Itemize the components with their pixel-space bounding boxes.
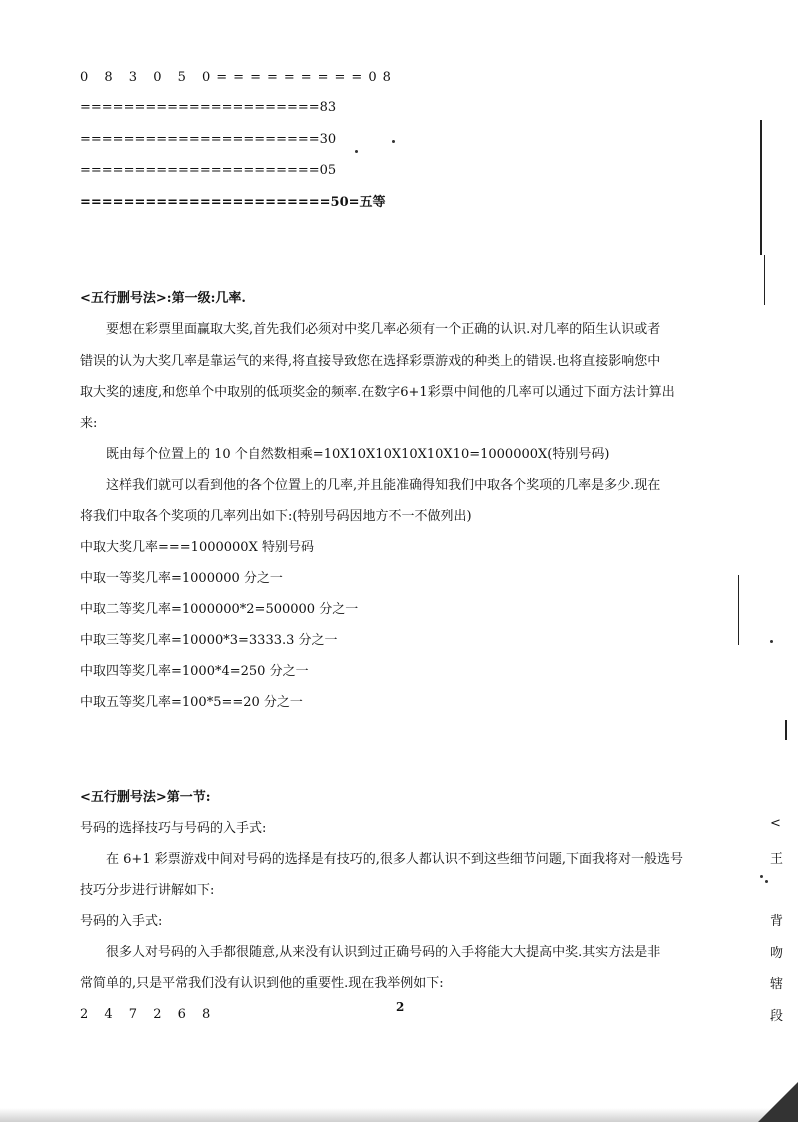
section2-subheading: 号码的选择技巧与号码的入手式:	[80, 821, 267, 836]
number-line-2: ======================83	[80, 100, 337, 115]
scan-speck	[355, 150, 358, 153]
odds-line: 中取四等奖几率=1000*4=250 分之一	[80, 664, 309, 679]
section1-formula: 既由每个位置上的 10 个自然数相乘=10X10X10X10X10X10=1000000X(特别号码)	[106, 447, 610, 462]
section2-para2-line1: 很多人对号码的入手都很随意,从来没有认识到过正确号码的入手将能大大提高中奖.其实方法是非	[106, 945, 661, 960]
section1-para2-line2: 将我们中取各个奖项的几率列出如下:(特别号码因地方不一不做列出)	[80, 509, 472, 524]
section1-para1-line3: 取大奖的速度,和您单个中取别的低项奖金的频率.在数字6+1彩票中间他的几率可以通过下面方法计算出	[80, 385, 675, 400]
scan-mark	[738, 575, 739, 645]
number-line-3: ======================30	[80, 132, 337, 147]
section2-heading: <五行删号法>第一节:	[80, 790, 211, 805]
section1-para2-line1: 这样我们就可以看到他的各个位置上的几率,并且能准确得知我们中取各个奖项的几率是多少.现在	[106, 478, 661, 493]
odds-line: 中取二等奖几率=1000000*2=500000 分之一	[80, 602, 359, 617]
scan-corner	[758, 1082, 798, 1122]
number-line-1: 0 8 3 0 5 0=========08	[80, 70, 397, 85]
section2-para2-line2: 常简单的,只是平常我们没有认识到他的重要性.现在我举例如下:	[80, 976, 444, 991]
margin-char: 段	[770, 1009, 784, 1024]
margin-char: 王	[770, 852, 784, 867]
odds-line: 中取一等奖几率=1000000 分之一	[80, 571, 283, 586]
scan-shadow	[0, 1108, 798, 1122]
margin-char: 吻	[770, 946, 784, 961]
page-number: 2	[396, 1000, 405, 1014]
scan-speck	[765, 880, 768, 883]
scan-speck	[770, 640, 773, 643]
scan-speck	[392, 140, 395, 143]
scan-mark	[785, 720, 787, 740]
odds-line: 中取大奖几率===1000000X 特别号码	[80, 540, 314, 555]
section1-para1-line4: 来:	[80, 416, 98, 431]
example-numbers: 2 4 7 2 6 8	[80, 1007, 217, 1022]
section2-para1-line2: 技巧分步进行讲解如下:	[80, 883, 215, 898]
section2-subheading2: 号码的入手式:	[80, 914, 163, 929]
section1-para1-line1: 要想在彩票里面赢取大奖,首先我们必须对中奖几率必须有一个正确的认识.对几率的陌生认识或者	[106, 322, 661, 337]
section2-para1-line1: 在 6+1 彩票游戏中间对号码的选择是有技巧的,很多人都认识不到这些细节问题,下面我将对一般选号	[106, 852, 683, 867]
scan-mark	[764, 255, 765, 305]
number-line-5: =======================50=五等	[80, 195, 386, 210]
number-line-4: ======================05	[80, 163, 337, 178]
margin-char: 背	[770, 914, 784, 929]
margin-char: 辖	[770, 977, 784, 992]
section1-para1-line2: 错误的认为大奖几率是靠运气的来得,将直接导致您在选择彩票游戏的种类上的错误.也将直接影响您中	[80, 354, 661, 369]
odds-line: 中取五等奖几率=100*5==20 分之一	[80, 695, 303, 710]
scan-speck	[760, 875, 763, 878]
section1-heading: <五行删号法>:第一级:几率.	[80, 291, 246, 306]
odds-line: 中取三等奖几率=10000*3=3333.3 分之一	[80, 633, 338, 648]
scan-mark	[760, 120, 762, 255]
margin-char: <	[770, 816, 781, 831]
